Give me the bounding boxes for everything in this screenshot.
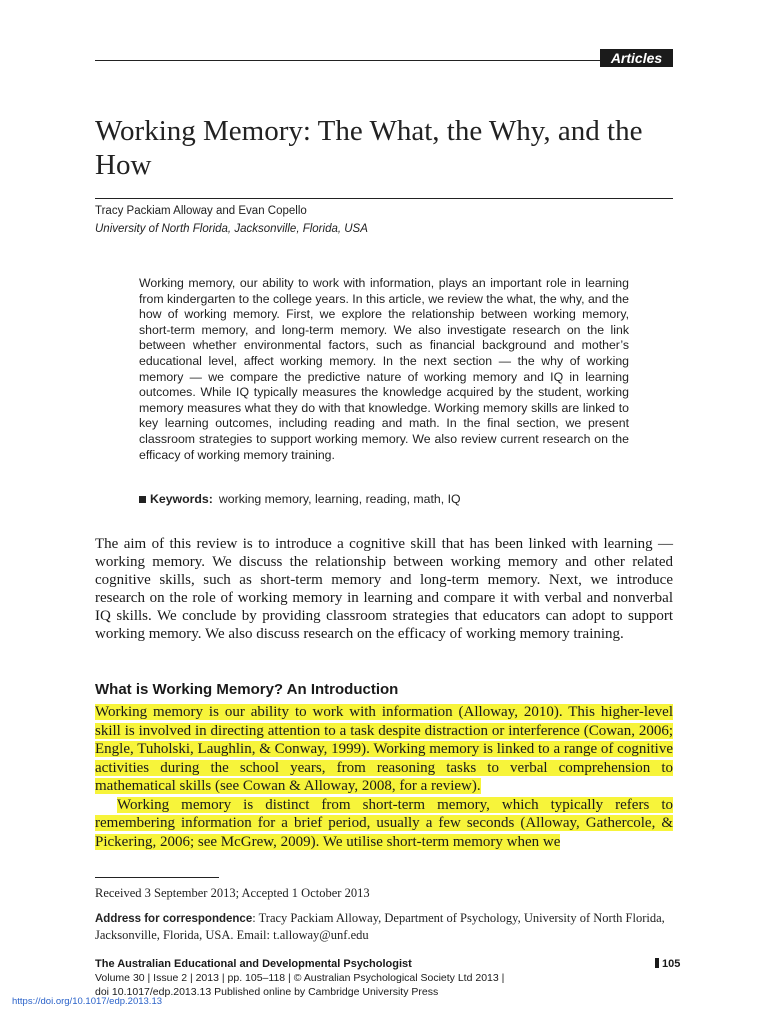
keywords-line xyxy=(139,492,461,506)
abstract: Working memory, our ability to work with information, plays an important role in learning from kindergarten to the college years. In this article, we review the what, the why, and the how of working memory. First, we explore the relationship between working memory, short-term memory, and long-term memory. We also investigate research on the link between whether environmental factors, such as financial background and mother’s educational level, affect working memory. In the next section — the why of working memory — we compare the predictive nature of working memory and IQ in learning outcomes. While IQ typically measures the knowledge acquired by the student, working memory measures what they do with that knowledge. Working memory skills are linked to key learning outcomes, including reading and math. In the final section, we present classroom strategies to support working memory. We also review current research on the efficacy of working memory training. xyxy=(139,276,629,462)
title-rule xyxy=(95,198,673,199)
page-marker-icon xyxy=(655,958,659,968)
doi-link[interactable]: https://doi.org/10.1017/edp.2013.13 xyxy=(12,996,163,1007)
footnote-rule xyxy=(95,877,219,878)
square-bullet-icon xyxy=(139,496,146,503)
intro-paragraph: The aim of this review is to introduce a cognitive skill that has been linked with learning — working memory. We discuss the relationship between working memory and other related cognitive skills, such as short-term memory and long-term memory. Next, we introduce research on the role of working memory in learning and compare it with verbal and nonverbal IQ skills. We conclude by providing classroom strategies that educators can adopt to support working memory. We also discuss research on the efficacy of working memory training. xyxy=(95,536,673,642)
journal-name: The Australian Educational and Developmental Psychologist xyxy=(95,958,412,970)
highlighted-text[interactable]: Working memory is our ability to work with information (Alloway, 2010). This higher-level skill is involved in directing attention to a task despite distraction or interference (Cowan, 2006; Engle, Tuholski, Laughlin, & Conway, 1999). Working memory is linked to a range of cognitive activities during the school years, from reasoning tasks to verbal comprehension to mathematical skills (see Cowan & Alloway, 2008, for a review). xyxy=(95,704,673,794)
address-label: Address for correspondence xyxy=(95,913,253,925)
received-dates: Received 3 September 2013; Accepted 1 October 2013 xyxy=(95,886,370,900)
doi-line: doi 10.1017/edp.2013.13 Published online by Cambridge University Press xyxy=(95,986,439,998)
section-heading: What is Working Memory? An Introduction xyxy=(95,681,399,698)
keywords-list: working memory, learning, reading, math, IQ xyxy=(218,492,461,506)
body-paragraph-1 xyxy=(95,703,673,796)
highlighted-text[interactable]: Working memory is distinct from short-term memory, which typically refers to remembering information for a brief period, usually a few seconds (Alloway, Gathercole, & Pickering, 2006; see McGrew, 2009). We utilise short-term memory when we xyxy=(95,796,673,850)
volume-line: Volume 30 | Issue 2 | 2013 | pp. 105–118 | © Australian Psychological Society Ltd 2013 | xyxy=(95,972,505,984)
address-text: : Tracy Packiam Alloway, Department of Psychology, University of North Florida, Jacksonville, Florida, USA. Email: t.alloway@unf.edu xyxy=(95,911,665,942)
top-rule xyxy=(95,60,673,61)
page-number xyxy=(655,958,680,970)
section-body xyxy=(95,703,673,851)
page-number-value: 105 xyxy=(662,958,681,970)
article-title: Working Memory: The What, the Why, and the How xyxy=(95,115,643,181)
keywords-label: Keywords: xyxy=(150,492,213,506)
affiliation: University of North Florida, Jacksonville, Florida, USA xyxy=(95,223,368,235)
section-badge: Articles xyxy=(600,49,673,67)
correspondence-address xyxy=(95,910,673,943)
body-paragraph-2 xyxy=(95,796,673,852)
authors: Tracy Packiam Alloway and Evan Copello xyxy=(95,205,307,217)
